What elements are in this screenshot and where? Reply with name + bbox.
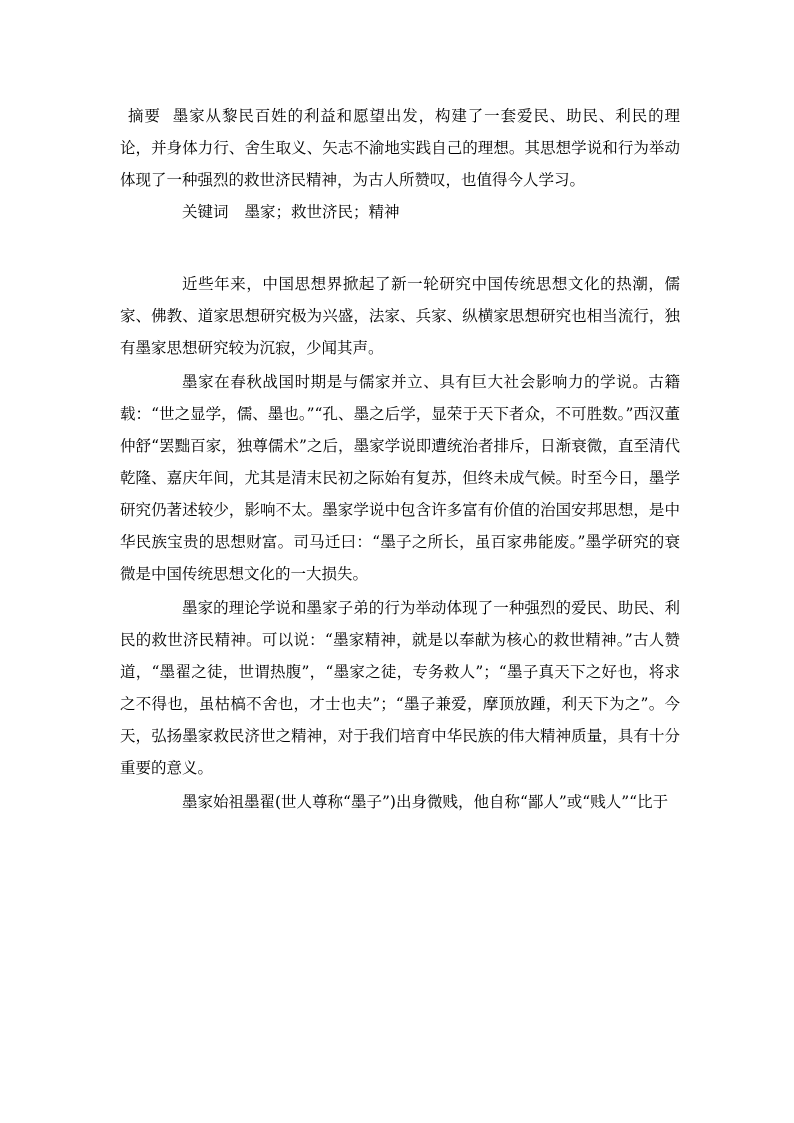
keywords: [120, 196, 680, 228]
paragraph: 墨家的理论学说和墨家子弟的行为举动体现了一种强烈的爱民、助民、利民的救世济民精神。可以说：“墨家精神，就是以奉献为核心的救世精神。”古人赞道，“墨翟之徒，世谓热腹”，“墨家之徒，专务救人”；“墨子真天下之好也，将求之不得也，虽枯槁不舍也，才士也夫”；“墨子兼爱，摩顶放踵，利天下为之”。今天，弘扬墨家救民济世之精神，对于我们培育中华民族的伟大精神质量，具有十分重要的意义。: [120, 599, 680, 777]
abstract-label: 摘要: [128, 107, 161, 125]
keywords-text: 墨家；救世济民；精神: [244, 203, 400, 221]
abstract-text: 墨家从黎民百姓的利益和愿望出发，构建了一套爱民、助民、利民的理论，并身体力行、舍生取义、矢志不渝地实践自己的理想。其思想学说和行为举动体现了一种强烈的救世济民精神，为古人所赞叹，也值得今人学习。: [120, 107, 680, 189]
abstract: [120, 100, 680, 196]
keywords-label: 关键词: [182, 203, 229, 221]
body-text: [120, 268, 680, 818]
paragraph: 墨家在春秋战国时期是与儒家并立、具有巨大社会影响力的学说。古籍载：“世之显学，儒、墨也。”“孔、墨之后学，显荣于天下者众，不可胜数。”西汉董仲舒“罢黜百家，独尊儒术”之后，墨家学说即遭统治者排斥，日渐衰微，直至清代乾隆、嘉庆年间，尤其是清末民初之际始有复苏，但终未成气候。时至今日，墨学研究仍著述较少，影响不太。墨家学说中包含许多富有价值的治国安邦思想，是中华民族宝贵的思想财富。司马迁曰：“墨子之所长，虽百家弗能废。”墨学研究的衰微是中国传统思想文化的一大损失。: [120, 373, 680, 583]
document-page: [120, 100, 680, 820]
paragraph: 墨家始祖墨翟(世人尊称“墨子”)出身微贱，他自称“鄙人”或“贱人”“比于: [182, 793, 669, 811]
paragraph: 近些年来，中国思想界掀起了新一轮研究中国传统思想文化的热潮，儒家、佛教、道家思想研究极为兴盛，法家、兵家、纵横家思想研究也相当流行，独有墨家思想研究较为沉寂，少闻其声。: [120, 275, 680, 357]
